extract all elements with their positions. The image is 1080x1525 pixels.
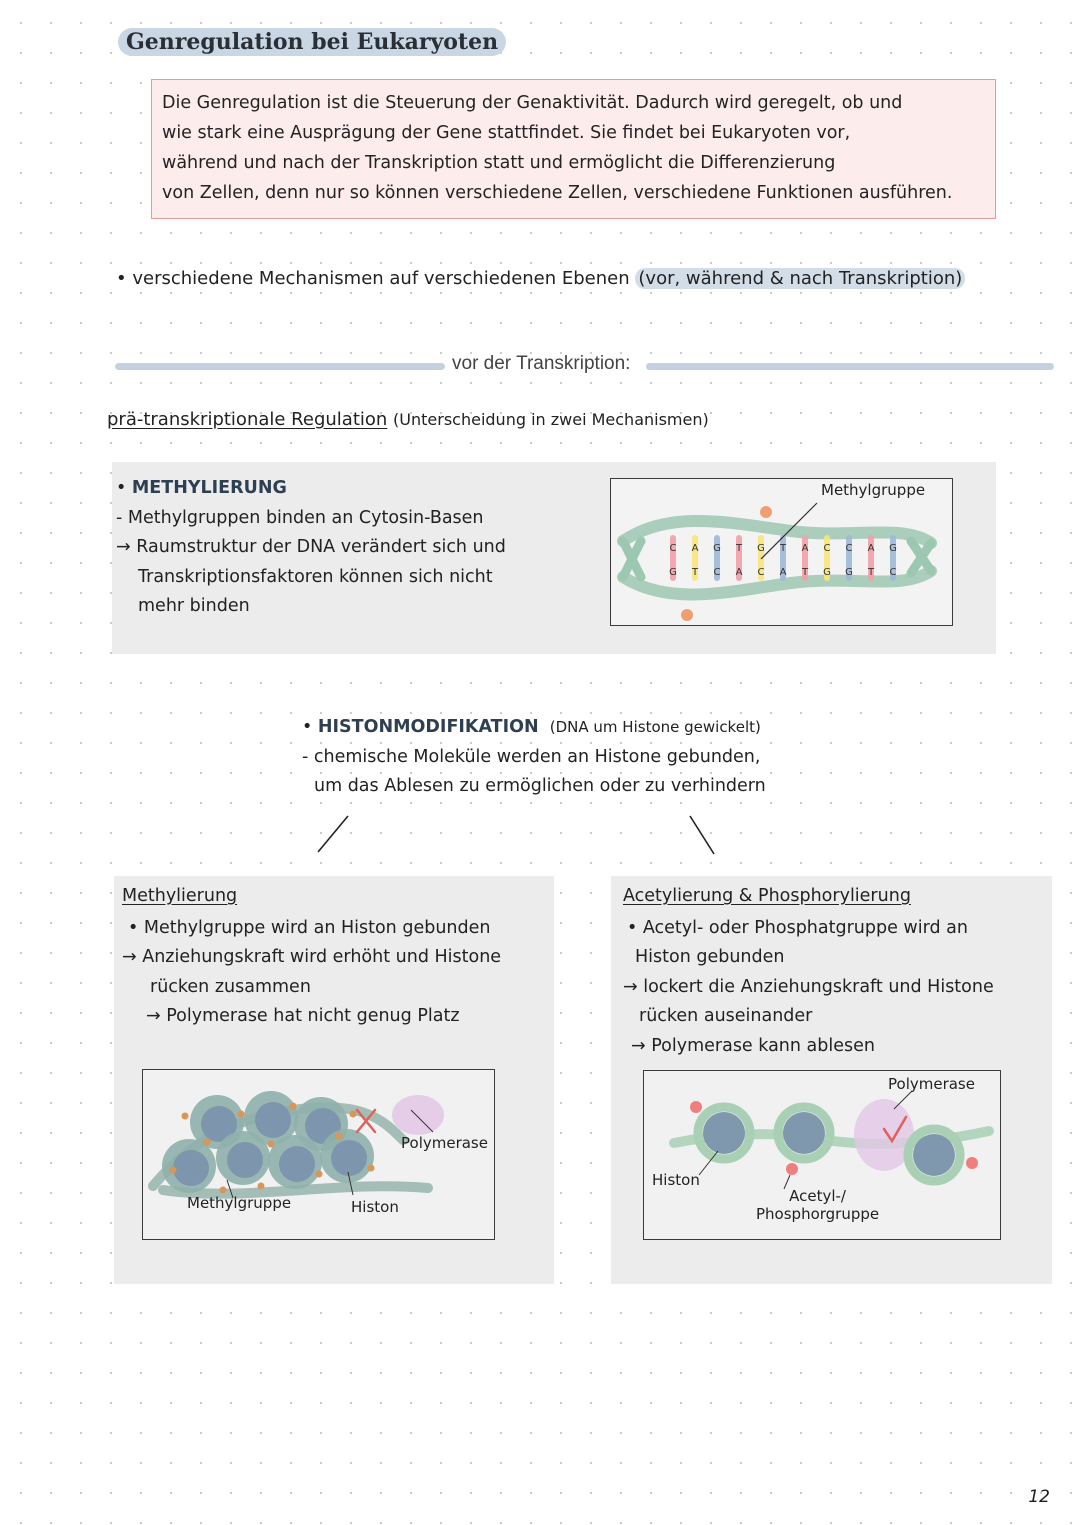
pretranscription-note: (Unterscheidung in zwei Mechanismen): [393, 410, 709, 429]
histone-mod-note: (DNA um Histone gewickelt): [549, 718, 761, 736]
methyl-group: [336, 1133, 343, 1140]
histone: [255, 1102, 291, 1138]
methyl-group: [170, 1167, 177, 1174]
acetylierung-heading: Acetylierung & Phosphorylierung: [623, 886, 911, 906]
acetylierung-line: rücken auseinander: [639, 1006, 813, 1026]
methylation-line: - Methylgruppen binden an Cytosin-Basen: [116, 507, 484, 528]
mechanisms-line: [116, 268, 965, 289]
methylation-heading-row: • METHYLIERUNG: [116, 478, 287, 498]
pretranscription-heading: prä-transkriptionale Regulation: [107, 409, 388, 430]
polymerase-label: Polymerase: [888, 1075, 975, 1093]
polymerase-shape: [392, 1095, 444, 1135]
histone-mod-block: [302, 713, 766, 802]
base-label-top: C: [823, 543, 831, 554]
branch-right: [690, 816, 714, 854]
base-label-top: T: [735, 543, 743, 554]
histone-mod-line: um das Ablesen zu ermöglichen oder zu verhindern: [314, 776, 766, 796]
methyl-group: [350, 1111, 357, 1118]
methyl-group: [220, 1187, 227, 1194]
acetylierung-line: → lockert die Anziehungskraft und Histone: [623, 976, 994, 997]
base-label-bottom: A: [779, 567, 787, 578]
pretranscription-heading-row: [107, 409, 709, 430]
base-label-top: C: [669, 543, 677, 554]
histone: [227, 1142, 263, 1178]
methyl-group: [238, 1111, 245, 1118]
methylation-line: mehr binden: [138, 596, 250, 616]
methylierung-line: → Polymerase hat nicht genug Platz: [146, 1006, 460, 1026]
base-pairs: [669, 535, 897, 581]
acetyl-label-line: Phosphorgruppe: [756, 1205, 880, 1223]
histone: [783, 1112, 825, 1154]
histone: [703, 1112, 745, 1154]
acetyl-group: [786, 1163, 798, 1175]
mechanisms-highlight: (vor, während & nach Transkription): [635, 268, 965, 289]
histone: [279, 1146, 315, 1182]
section-label: vor der Transkription:: [452, 353, 631, 374]
methylation-line: → Raumstruktur der DNA verändert sich und: [116, 537, 506, 557]
condensed-histones-illustration: [143, 1070, 493, 1238]
base-label-bottom: G: [669, 567, 677, 578]
label-pointer: [894, 1091, 912, 1109]
base-label-bottom: C: [757, 567, 765, 578]
acetyl-group: [966, 1157, 978, 1169]
definition-line: Die Genregulation ist die Steuerung der Genaktivität. Dadurch wird geregelt, ob und: [162, 93, 903, 113]
base-label-top: G: [889, 543, 897, 554]
histone: [331, 1140, 367, 1176]
base-label-top: A: [691, 543, 699, 554]
acetylierung-line: Histon gebunden: [635, 947, 785, 967]
base-label-bottom: G: [845, 567, 853, 578]
base-label-top: G: [713, 543, 721, 554]
acetylierung-line: → Polymerase kann ablesen: [631, 1035, 875, 1056]
methyl-group: [368, 1165, 375, 1172]
methyl-group: [182, 1113, 189, 1120]
base-label-bottom: A: [735, 567, 743, 578]
methylgruppe-label: Methylgruppe: [187, 1194, 292, 1212]
histone: [913, 1134, 955, 1176]
definition-box: [151, 79, 996, 219]
methylation-line: Transkriptionsfaktoren können sich nicht: [138, 566, 493, 587]
methylierung-heading: Methylierung: [122, 886, 238, 906]
dna-methylation-diagram: [610, 478, 953, 626]
base-label-top: A: [867, 543, 875, 554]
base-label-top: T: [779, 543, 787, 554]
acetylierung-line: • Acetyl- oder Phosphatgruppe wird an: [627, 917, 968, 938]
methylation-box: [112, 462, 996, 654]
methylgruppe-label: Methylgruppe: [821, 481, 926, 499]
methylierung-line: • Methylgruppe wird an Histon gebunden: [128, 917, 491, 938]
methyl-group: [290, 1103, 297, 1110]
methylierung-panel: [114, 876, 554, 1284]
methyl-group: [268, 1141, 275, 1148]
base-label-bottom: C: [713, 567, 721, 578]
base-label-bottom: T: [801, 567, 809, 578]
dna-helix-illustration: [611, 479, 951, 624]
methylierung-diagram: [142, 1069, 495, 1240]
acetyl-label-line: Acetyl-/: [789, 1187, 846, 1205]
divider-left: [115, 363, 445, 370]
base-label-top: A: [801, 543, 809, 554]
acetylierung-panel: [611, 876, 1052, 1284]
page-title: Genregulation bei Eukaryoten: [118, 28, 506, 56]
acetyl-group: [690, 1101, 702, 1113]
base-label-bottom: T: [691, 567, 699, 578]
definition-line: während und nach der Transkription statt und ermöglicht die Differenzierung: [162, 153, 836, 173]
polymerase-label: Polymerase: [401, 1134, 488, 1152]
methylierung-line: → Anziehungskraft wird erhöht und Histone: [122, 947, 502, 967]
dna-strand-top: [623, 521, 931, 543]
base-label-bottom: C: [889, 567, 897, 578]
histon-label: Histon: [652, 1171, 700, 1189]
base-label-top: G: [757, 543, 765, 554]
page-number: 12: [1028, 1487, 1050, 1507]
base-label-top: C: [845, 543, 853, 554]
histone-mod-heading: HISTONMODIFIKATION: [317, 717, 539, 737]
divider-right: [646, 363, 1054, 370]
histon-label: Histon: [351, 1198, 399, 1216]
mechanisms-text: • verschiedene Mechanismen auf verschiedenen Ebenen: [116, 268, 630, 289]
definition-line: von Zellen, denn nur so können verschiedene Zellen, verschiedene Funktionen ausführen.: [162, 183, 953, 203]
methylierung-line: rücken zusammen: [150, 976, 311, 997]
histone: [173, 1150, 209, 1186]
methyl-group: [316, 1171, 323, 1178]
histone-mod-heading-row: • HISTONMODIFIKATION (DNA um Histone gewickelt): [302, 717, 761, 737]
base-label-bottom: G: [823, 567, 831, 578]
definition-line: wie stark eine Ausprägung der Gene stattfindet. Sie findet bei Eukaryoten vor,: [162, 123, 851, 143]
branch-lines: [300, 810, 730, 860]
histone-mod-line: - chemische Moleküle werden an Histone gebunden,: [302, 746, 761, 767]
base-label-bottom: T: [867, 567, 875, 578]
acetylierung-diagram: [643, 1070, 1001, 1240]
methyl-dot: [760, 506, 772, 518]
methyl-group: [204, 1139, 211, 1146]
methyl-group: [258, 1183, 265, 1190]
methyl-dot: [681, 609, 693, 621]
methylation-heading: METHYLIERUNG: [131, 478, 287, 498]
acetyl-phosphor-label: [756, 1187, 879, 1223]
branch-left: [318, 816, 348, 852]
